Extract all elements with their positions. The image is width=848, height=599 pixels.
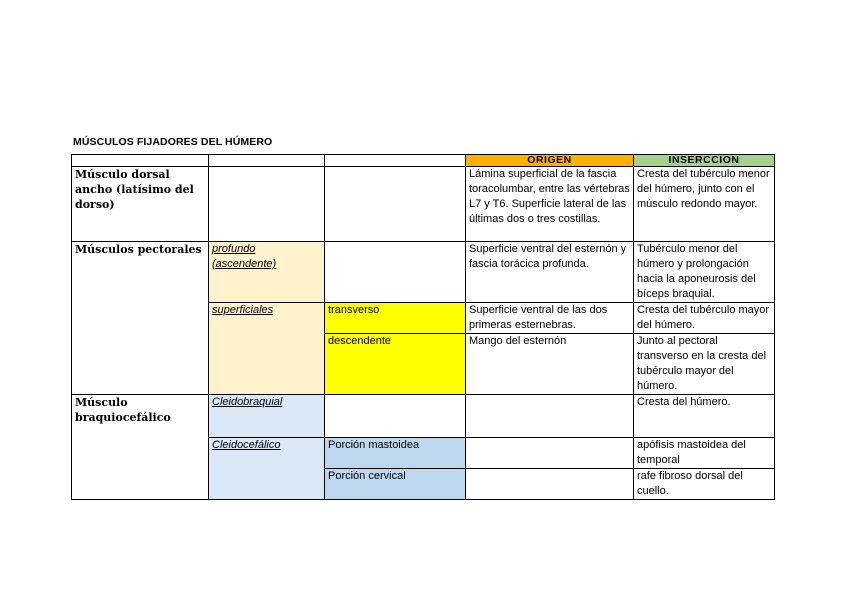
header-row bbox=[72, 155, 775, 167]
muscle-name-braquiocefalico: Músculo braquiocefálico bbox=[72, 395, 209, 500]
muscle-name-pectorales: Músculos pectorales bbox=[72, 242, 209, 395]
empty-cell bbox=[325, 242, 466, 303]
origen-cell bbox=[466, 469, 634, 500]
insercion-cell: apófisis mastoidea del temporal bbox=[634, 438, 775, 469]
insercion-cell: Cresta del húmero. bbox=[634, 395, 775, 438]
table-row bbox=[72, 242, 775, 303]
table-row bbox=[72, 395, 775, 438]
header-empty-cell bbox=[72, 155, 209, 167]
empty-cell bbox=[209, 167, 325, 242]
pectoral-descendente-label: descendente bbox=[325, 334, 466, 395]
origen-cell: Mango del esternón bbox=[466, 334, 634, 395]
origen-cell bbox=[466, 438, 634, 469]
insercion-cell: Junto al pectoral transverso en la cresta del tubérculo mayor del húmero. bbox=[634, 334, 775, 395]
pectoral-superficiales-label: superficiales bbox=[209, 303, 325, 395]
origen-header: ORIGEN bbox=[466, 155, 634, 167]
page-title: MÚSCULOS FIJADORES DEL HÚMERO bbox=[73, 136, 273, 148]
header-empty-cell bbox=[325, 155, 466, 167]
insercion-cell: Cresta del tubérculo mayor del húmero. bbox=[634, 303, 775, 334]
pectoral-profundo-label: profundo (ascendente) bbox=[209, 242, 325, 303]
muscle-table bbox=[71, 154, 775, 500]
cleidocefalico-label: Cleidocefálico bbox=[209, 438, 325, 500]
table-row bbox=[72, 167, 775, 242]
origen-cell: Superficie ventral de las dos primeras esternebras. bbox=[466, 303, 634, 334]
header-empty-cell bbox=[209, 155, 325, 167]
insercion-header: INSERCCION bbox=[634, 155, 775, 167]
insercion-cell: rafe fibroso dorsal del cuello. bbox=[634, 469, 775, 500]
porcion-cervical-label: Porción cervical bbox=[325, 469, 466, 500]
empty-cell bbox=[325, 395, 466, 438]
insercion-cell: Cresta del tubérculo menor del húmero, junto con el músculo redondo mayor. bbox=[634, 167, 775, 242]
origen-cell: Lámina superficial de la fascia toracolumbar, entre las vértebras L7 y T6. Superficie lateral de las últimas dos o tres costillas. bbox=[466, 167, 634, 242]
empty-cell bbox=[325, 167, 466, 242]
origen-cell bbox=[466, 395, 634, 438]
muscle-name-dorsal: Músculo dorsal ancho (latísimo del dorso) bbox=[72, 167, 209, 242]
porcion-mastoidea-label: Porción mastoidea bbox=[325, 438, 466, 469]
insercion-cell: Tubérculo menor del húmero y prolongación hacia la aponeurosis del bíceps braquial. bbox=[634, 242, 775, 303]
cleidobraquial-label: Cleidobraquial bbox=[209, 395, 325, 438]
pectoral-transverso-label: transverso bbox=[325, 303, 466, 334]
origen-cell: Superficie ventral del esternón y fascia torácica profunda. bbox=[466, 242, 634, 303]
